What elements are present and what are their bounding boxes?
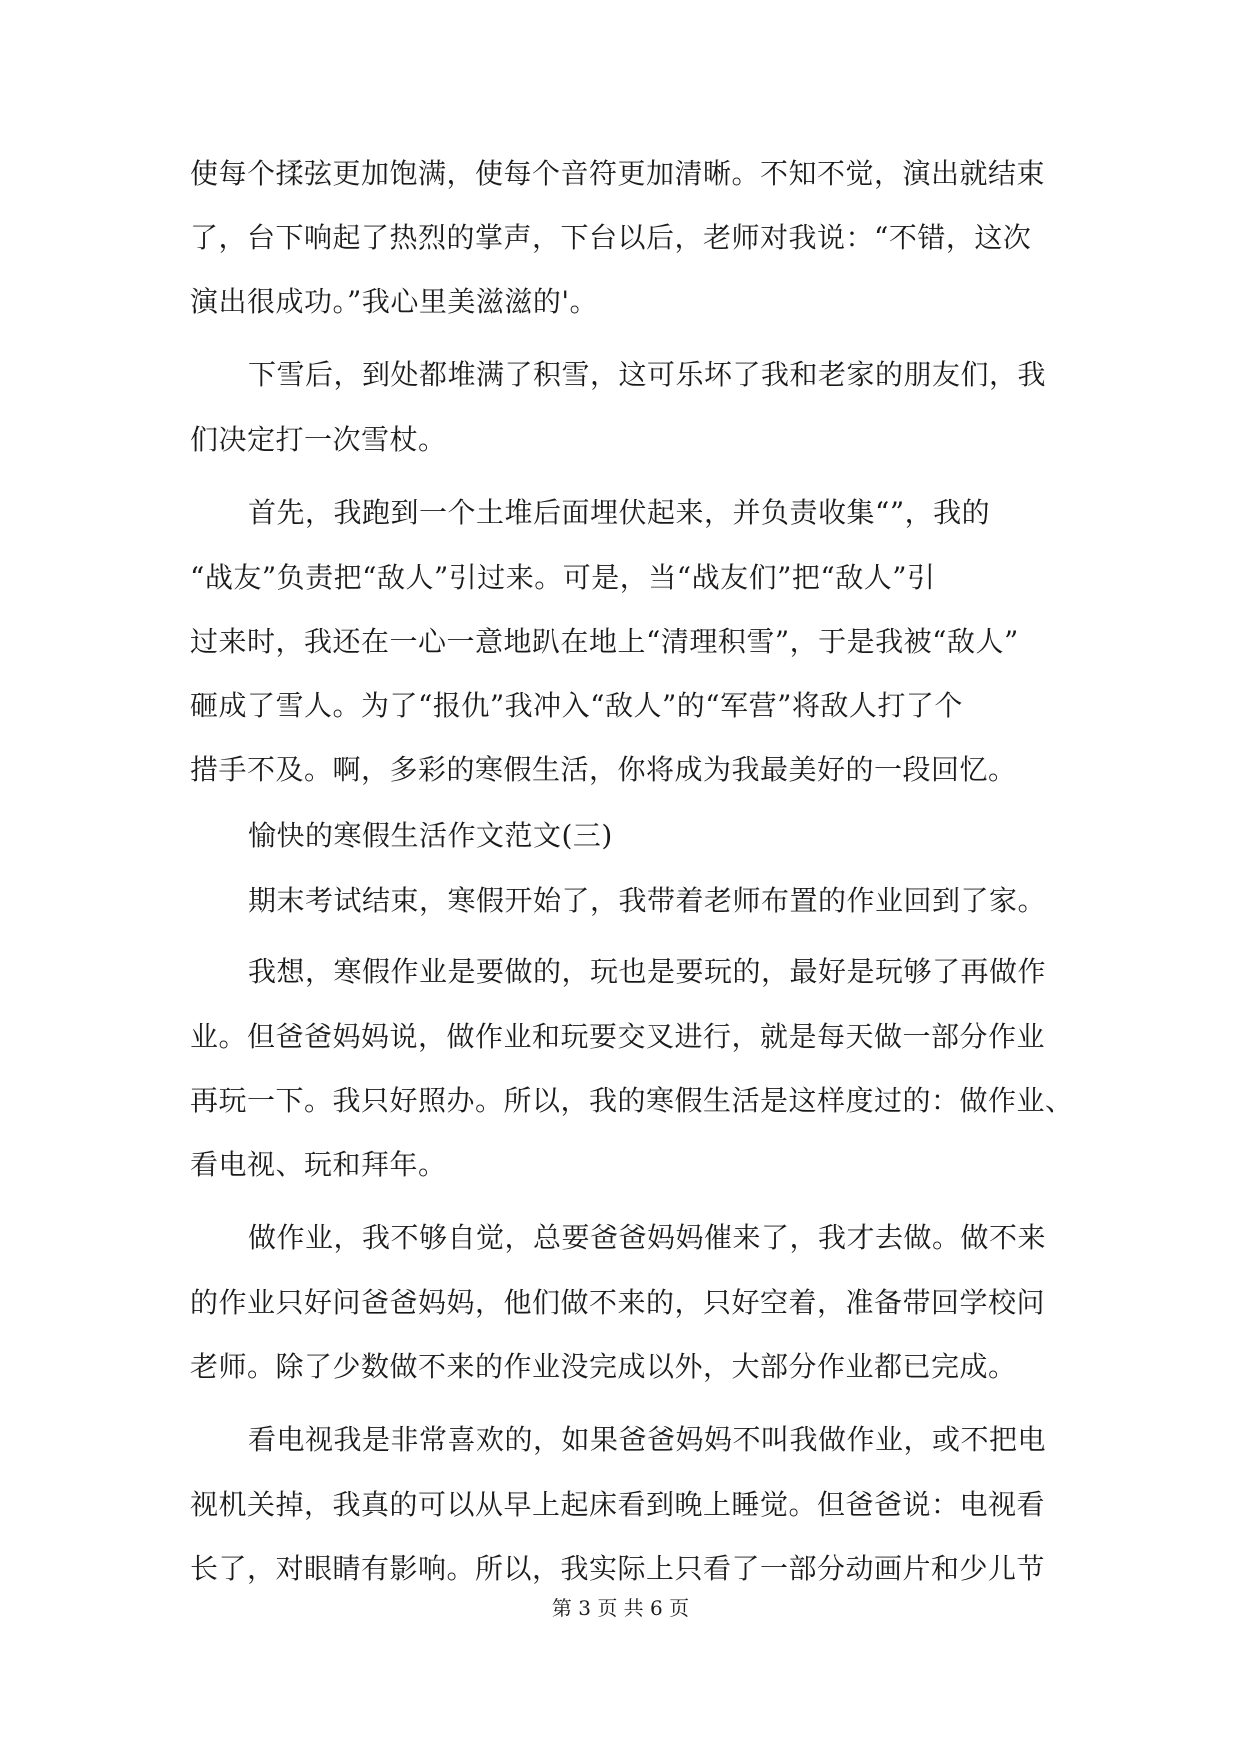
section-heading: 愉快的寒假生活作文范文(三)	[248, 819, 613, 852]
paragraph-first-line: 看电视我是非常喜欢的，如果爸爸妈妈不叫我做作业，或不把电	[248, 1423, 1047, 1456]
text-line: 们决定打一次雪杖。	[190, 423, 447, 456]
paragraph-first-line: 做作业，我不够自觉，总要爸爸妈妈催来了，我才去做。做不来	[248, 1221, 1047, 1254]
text-line: 措手不及。啊，多彩的寒假生活，你将成为我最美好的一段回忆。	[190, 753, 1017, 786]
text-line: 长了，对眼睛有影响。所以，我实际上只看了一部分动画片和少儿节	[190, 1552, 1046, 1585]
text-line: “战友”负责把“敌人”引过来。可是，当“战友们”把“敌人”引	[190, 561, 936, 594]
text-line: 业。但爸爸妈妈说，做作业和玩要交叉进行，就是每天做一部分作业	[190, 1020, 1046, 1053]
paragraph-first-line: 下雪后，到处都堆满了积雪，这可乐坏了我和老家的朋友们，我	[248, 358, 1047, 391]
paragraph-first-line: 我想，寒假作业是要做的，玩也是要玩的，最好是玩够了再做作	[248, 955, 1047, 988]
text-line: 过来时，我还在一心一意地趴在地上“清理积雪”，于是我被“敌人”	[190, 625, 1019, 658]
text-line: 砸成了雪人。为了“报仇”我冲入“敌人”的“军营”将敌人打了个	[190, 689, 963, 722]
text-line: 再玩一下。我只好照办。所以，我的寒假生活是这样度过的：做作业、	[190, 1084, 1074, 1117]
page-number-footer: 第 3 页 共 6 页	[551, 1596, 690, 1620]
text-line: 使每个揉弦更加饱满，使每个音符更加清晰。不知不觉，演出就结束	[190, 157, 1046, 190]
text-line: 了，台下响起了热烈的掌声，下台以后，老师对我说：“不错，这次	[190, 221, 1032, 254]
text-line: 看电视、玩和拜年。	[190, 1148, 447, 1181]
text-line: 的作业只好问爸爸妈妈，他们做不来的，只好空着，准备带回学校问	[190, 1286, 1046, 1319]
paragraph-first-line: 期末考试结束，寒假开始了，我带着老师布置的作业回到了家。	[248, 884, 1047, 917]
text-line: 老师。除了少数做不来的作业没完成以外，大部分作业都已完成。	[190, 1350, 1017, 1383]
paragraph-first-line: 首先，我跑到一个土堆后面埋伏起来，并负责收集“”，我的	[248, 496, 991, 529]
text-line: 视机关掉，我真的可以从早上起床看到晚上睡觉。但爸爸说：电视看	[190, 1488, 1046, 1521]
text-line: 演出很成功。”我心里美滋滋的'。	[190, 285, 599, 318]
